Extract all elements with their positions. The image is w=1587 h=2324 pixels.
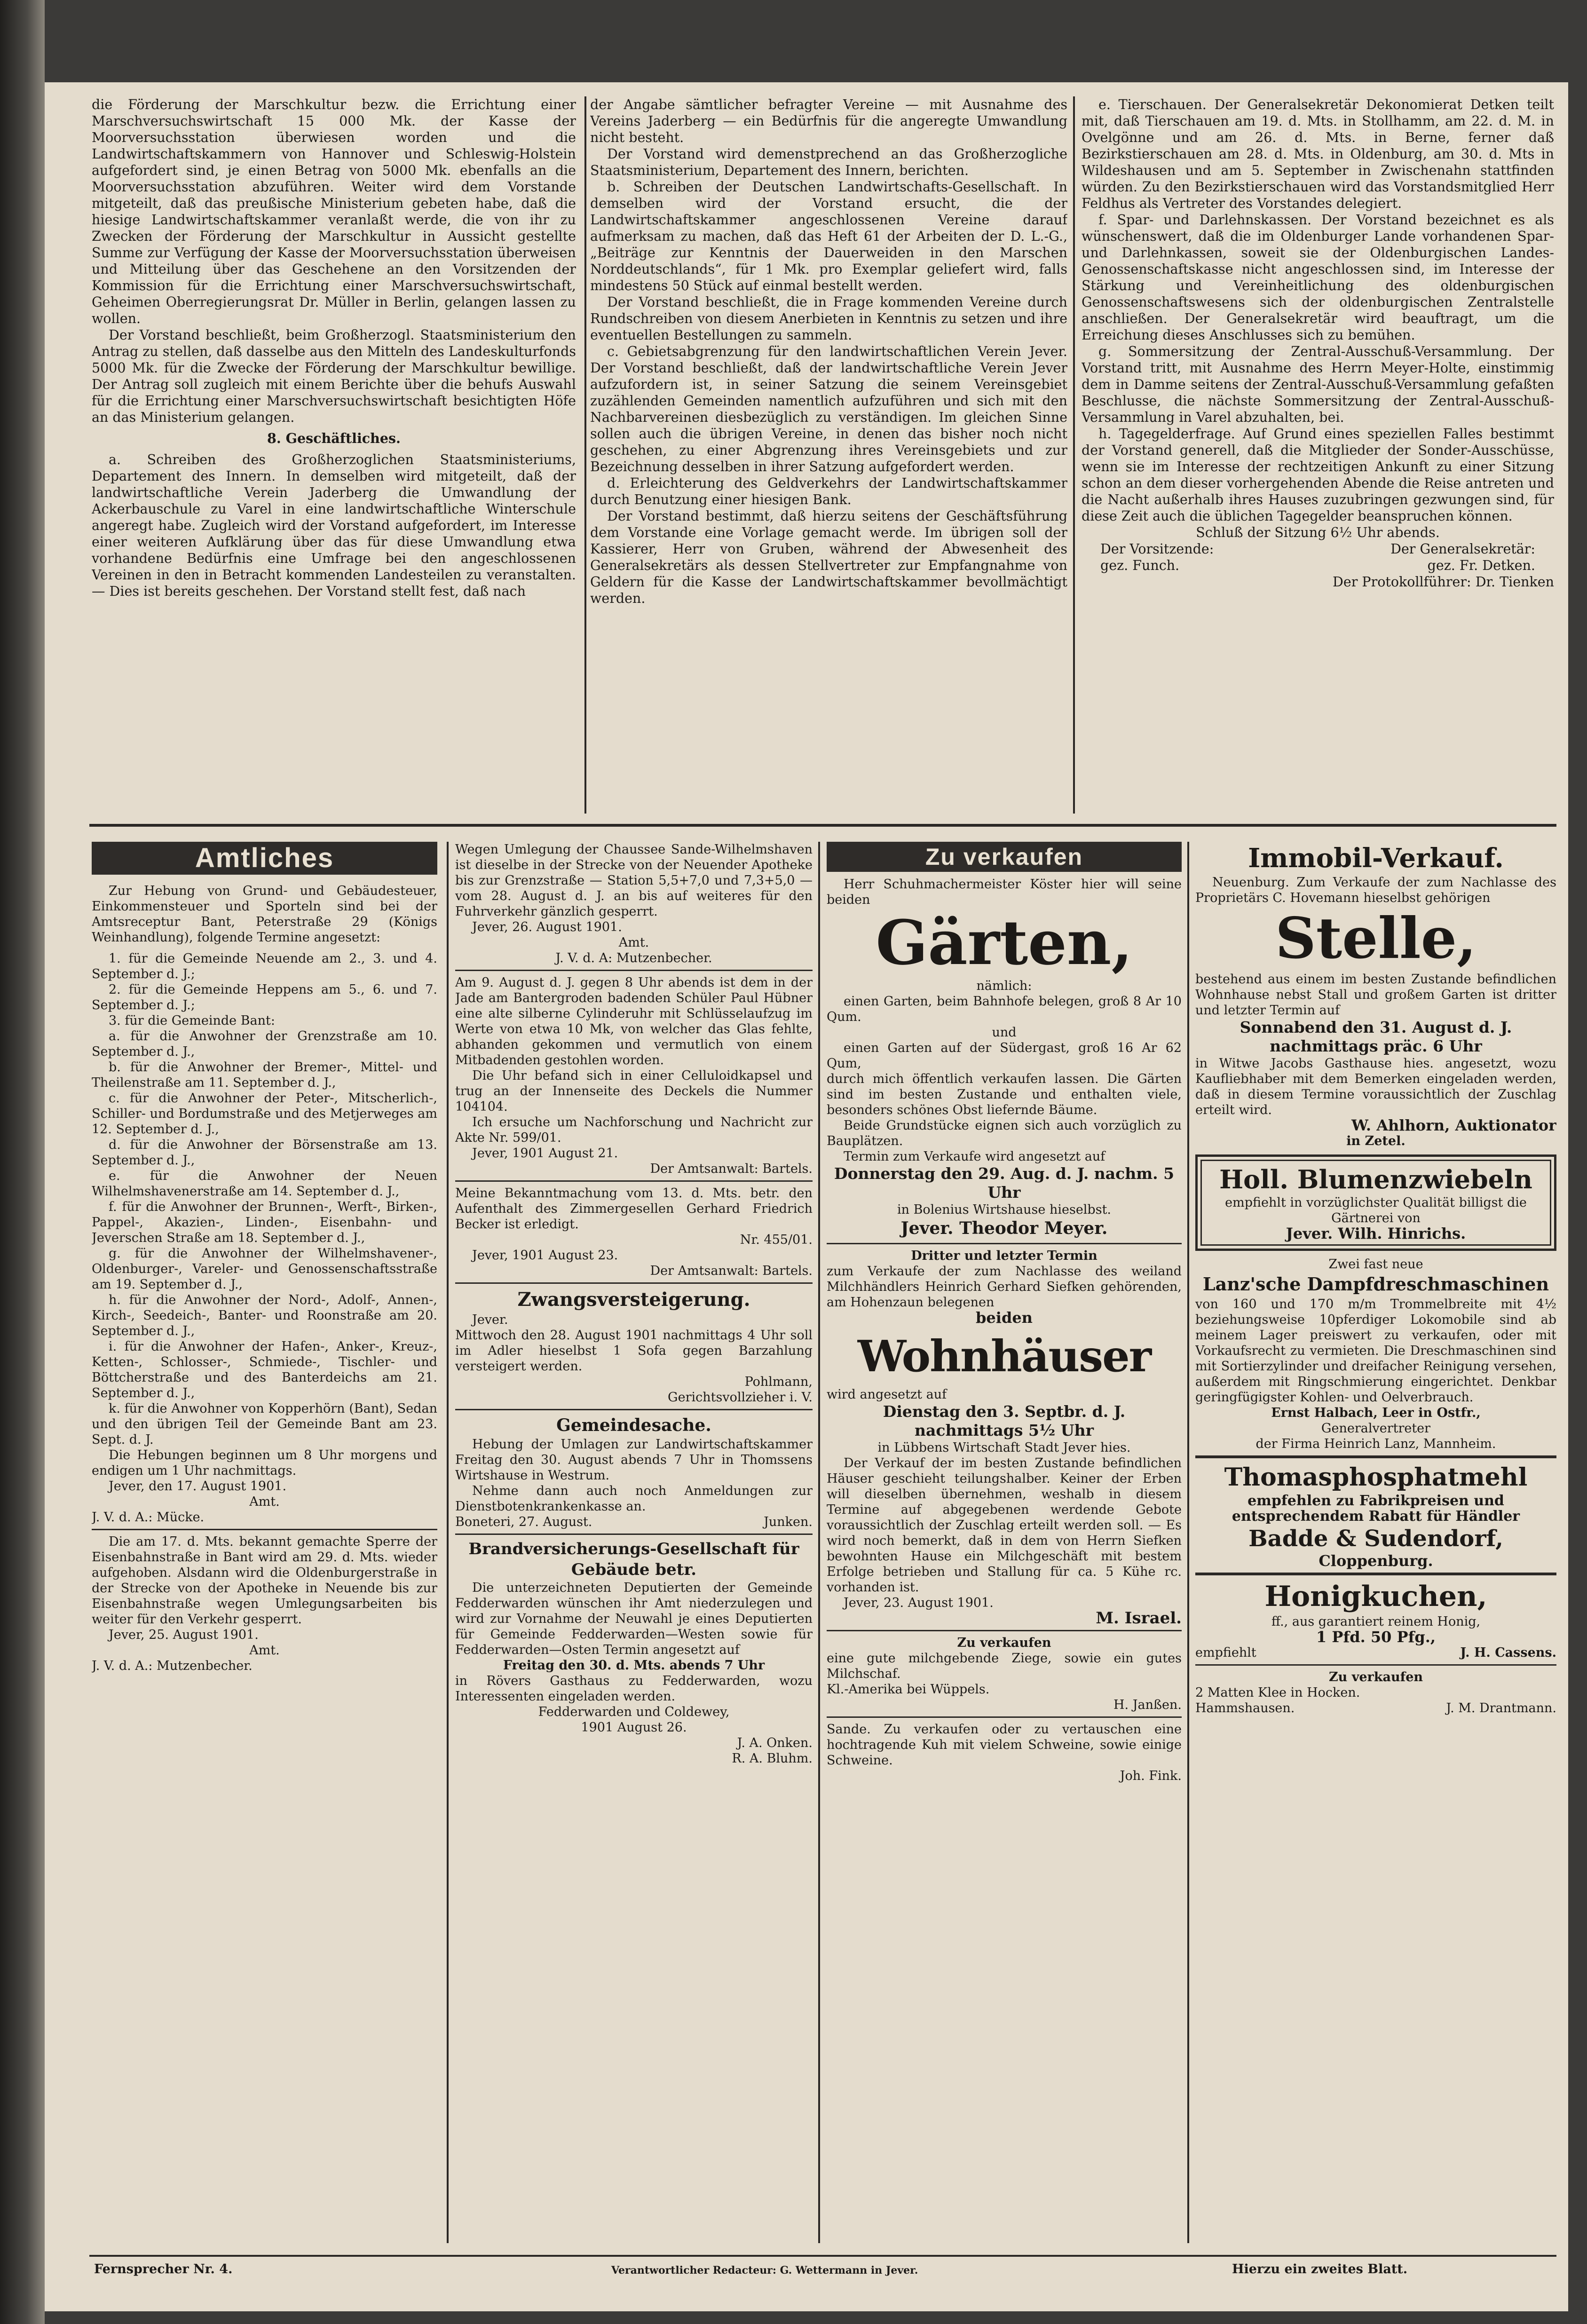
ad-text: eine gute milchgebende Ziege, sowie ein gutes Milchschaf.	[827, 1651, 1182, 1681]
date-line: Jever, 1901 August 21.	[472, 1146, 618, 1161]
community-title: Gemeindesache.	[556, 1415, 711, 1435]
divider	[827, 1243, 1182, 1244]
notice-text: Ich ersuche um Nachforschung und Nachricht zur Akte Nr. 599/01.	[455, 1115, 813, 1145]
auction-title: Zwangsversteigerung.	[517, 1288, 750, 1311]
firm-name: Badde & Sudendorf,	[1248, 1526, 1503, 1552]
threshing-title: Lanz'sche Dampfdreschmaschinen	[1202, 1273, 1549, 1295]
paragraph: Der Vorstand wird demenstprechend an das Großherzogliche Staatsministerium, Departement des Innern, berichten.	[590, 146, 1067, 178]
ad-text: wird angesetzt auf	[827, 1387, 947, 1402]
signer-line: R. A. Bluhm.	[732, 1751, 813, 1766]
ad-text: Termin zum Verkaufe wird angesetzt auf	[844, 1149, 1105, 1164]
meeting-date: Freitag den 30. d. Mts. abends 7 Uhr	[503, 1658, 765, 1673]
top-column-1	[92, 96, 576, 816]
bulbs-title: Holl. Blumenzwiebeln	[1219, 1164, 1532, 1194]
ad-text: Sande. Zu verkaufen oder zu vertauschen eine hochtragende Kuh mit vielem Schweine, sowie einige Schweine.	[827, 1722, 1182, 1768]
column-rule	[584, 96, 586, 814]
chair-name: gez. Funch.	[1100, 558, 1180, 573]
paragraph: Der Vorstand beschließt, die in Frage kommenden Vereine durch Rundschreiben von diesem Anerbieten in Kenntnis zu setzen und ihre eventuellen Bestellungen zu sammeln.	[590, 294, 1067, 343]
ad-text: nämlich:	[976, 979, 1032, 993]
ad-signature: Ernst Halbach, Leer in Ostfr.,	[1271, 1406, 1481, 1420]
tax-item: i. für die Anwohner der Hafen-, Anker-, Kreuz-, Ketten-, Schlosser-, Schmiede-, Tischler- und Böttcherstraße und des Banterdeichs am 21. September d. J.,	[92, 1339, 437, 1400]
bulbs-ad-frame	[1195, 1154, 1556, 1251]
notice-text: Die unterzeichneten Deputierten der Gemeinde Fedderwarden wünschen ihr Amt niederzulegen und wird zur Vornahme der Neuwahl je eines Deputierten für Gemeinde Fedderwarden—Westen sowie für Fedderwarden—Osten Termin angesetzt auf	[455, 1581, 813, 1657]
signer-line: J. A. Onken.	[737, 1736, 813, 1750]
closing-line: Schluß der Sitzung 6½ Uhr abends.	[1196, 525, 1440, 540]
column-rule	[447, 842, 449, 2243]
notice-text: Die am 17. d. Mts. bekannt gemachte Sperre der Eisenbahnstraße in Bant wird am 29. d. Mts. wieder aufgehoben. Alsdann wird die Oldenburgerstraße in der Strecke von der Apotheke in Neuende bis zur Eisenbahnstraße wegen Umlegungsarbeiten bis weiter für den Verkehr gesperrt.	[92, 1534, 437, 1627]
ad-subheading: Zu verkaufen	[1328, 1670, 1423, 1684]
tax-item: e. für die Anwohner der Neuen Wilhelmshavenerstraße am 14. September d. J.,	[92, 1169, 437, 1199]
gardens-headline: Gärten,	[876, 907, 1133, 979]
book-binding	[0, 0, 45, 2324]
ad-text: Herr Schuhmachermeister Köster hier will seine beiden	[827, 877, 1182, 907]
supplement-note: Hierzu ein zweites Blatt.	[1232, 2262, 1408, 2277]
tax-item: a. für die Anwohner der Grenzstraße am 10. September d. J.,	[92, 1029, 437, 1059]
ad-text: einen Garten auf der Südergast, groß 16 Ar 62 Qum,	[827, 1041, 1182, 1071]
ad-signature: Jever. Theodor Meyer.	[900, 1218, 1108, 1238]
place-line: Jever.	[472, 1312, 508, 1327]
divider	[455, 1180, 813, 1182]
ad-text: Neuenburg. Zum Verkaufe der zum Nachlasse des Proprietärs C. Hovemann hieselbst gehörigen	[1195, 875, 1556, 905]
date-line: Jever, 25. August 1901.	[109, 1628, 259, 1642]
paragraph: d. Erleichterung des Geldverkehrs der Landwirtschaftskammer durch Benutzung einer hiesigen Bank.	[590, 475, 1067, 507]
phosphate-title: Thomasphosphatmehl	[1224, 1463, 1528, 1492]
divider	[827, 1716, 1182, 1718]
signer-line: J. V. d. A.: Mutzenbecher.	[92, 1659, 253, 1673]
ad-text: von 160 und 170 m/m Trommelbreite mit 4½ beziehungsweise 10pferdiger Lokomobile sind ab meinem Lager preiswert zu verkaufen, oder mit Vorkaufsrecht zu vermieten. Die Dreschmaschinen sind mit Sortierzylinder und dreifacher Reinigung versehen, außerdem mit Ringschmierung eingerichtet. Denkbar geringfügigster Kohlen- und Oelverbrauch.	[1195, 1297, 1556, 1405]
section-rule	[89, 824, 1556, 827]
signer-role: Generalvertreter	[1321, 1421, 1431, 1436]
notice-text: in Rövers Gasthaus zu Fedderwarden, wozu Interessenten eingeladen werden.	[455, 1674, 813, 1704]
divider	[1195, 1664, 1556, 1666]
ad-text: Beide Grundstücke eignen sich auch vorzüglich zu Bauplätzen.	[827, 1118, 1182, 1148]
ad-text: einen Garten, beim Bahnhofe belegen, groß 8 Ar 10 Qum.	[827, 994, 1182, 1024]
sales-column	[827, 842, 1182, 2253]
secretary-title: Der Generalsekretär:	[1390, 541, 1535, 557]
ad-text: ff., aus garantiert reinem Honig,	[1271, 1614, 1481, 1629]
column-rule	[1187, 842, 1189, 2243]
paragraph: e. Tierschauen. Der Generalsekretär Dekonomierat Detken teilt mit, daß Tierschauen am 19. d. Mts. in Stollhamm, am 22. d. M. in Ovelgönne und am 26. d. Mts. in Berne, ferner daß Bezirkstierschauen am 28. d. Mts. in Oldenburg, am 30. d. Mts in Wildeshausen und am 5. September in Zwischenahn stattfinden würden. Zu den Bezirkstierschauen wird das Vorstandsmitglied Herr Feldhus als Vertreter des Vorstandes delegiert.	[1082, 97, 1554, 211]
divider	[455, 1409, 813, 1410]
ad-signature: Joh. Fink.	[1120, 1769, 1182, 1783]
ad-text: 2 Matten Klee in Hocken.	[1195, 1685, 1360, 1700]
date-line: 1901 August 26.	[581, 1720, 687, 1735]
notice-text: Mittwoch den 28. August 1901 nachmittags 4 Uhr soll im Adler hieselbst 1 Sofa gegen Barzahlung versteigert werden.	[455, 1328, 813, 1374]
ad-text: in Lübbens Wirtschaft Stadt Jever hies.	[877, 1440, 1131, 1455]
paragraph: b. Schreiben der Deutschen Landwirtschafts-Gesellschaft. In demselben wird der Vorstand ersucht, die der Landwirtschaftskammer angeschlossenen Vereine darauf aufmerksam zu machen, daß das Heft 61 der Arbeiten der D. L.-G., „Beiträge zur Kenntnis der Dauerweiden in den Marschen Norddeutschlands“, für 1 Mk. pro Exemplar geliefert wird, falls mindestens 50 Stück auf einmal bestellt werden.	[590, 179, 1067, 293]
paragraph: der Angabe sämtlicher befragter Vereine — mit Ausnahme des Vereins Jaderberg — ein Bedürfnis für die angeregte Umwandlung nicht besteht.	[590, 97, 1067, 145]
notice-text: Hebung der Umlagen zur Landwirtschaftskammer Freitag den 30. August abends 7 Uhr in Thomssens Wirtshause in Westrum.	[455, 1437, 813, 1483]
paragraph: f. Spar- und Darlehnskassen. Der Vorstand bezeichnet es als wünschenswert, daß die im Oldenburger Lande vorhandenen Spar- und Darlehnkassen, soweit sie der Oldenburgischen Landes-Genossenschaftskasse nicht angeschlossen sind, im Interesse der Stärkung und Vereinheitlichung des oldenburgischen Genossenschaftswesens sich der oldenburgischen Zentralstelle anschließen. Der Generalsekretär wird beauftragt, um die Erreichung dieses Anschlusses sich zu bemühen.	[1082, 212, 1554, 343]
ad-text: empfehlen zu Fabrikpreisen und entsprechendem Rabatt für Händler	[1232, 1493, 1520, 1525]
ad-text: in Witwe Jacobs Gasthause hies. angesetzt, wozu Kaufliebhaber mit dem Bemerken eingeladen werden, daß in diesem Termine voraussichtlich der Zuschlag erteilt wird.	[1195, 1056, 1556, 1117]
closing-text: Die Hebungen beginnen um 8 Uhr morgens und endigen um 1 Uhr nachmittags.	[92, 1448, 437, 1478]
place-line: Fedderwarden und Coldewey,	[538, 1705, 730, 1719]
ad-signature: J. H. Cassens.	[1460, 1645, 1556, 1660]
paragraph: a. Schreiben des Großherzoglichen Staatsministeriums, Departement des Innern. In demselben wird mitgeteilt, daß der landwirtschaftliche Verein Jaderberg die Umwandlung der Ackerbauschule zu Varel in eine landwirtschaftliche Winterschule angeregt habe. Zugleich wird der Vorstand aufgefordert, im Interesse einer weiteren Aufklärung über das für diese Umwandlung etwa vorhandene Bedürfnis eine Umfrage bei den angeschlossenen Vereinen in den in Betracht kommenden Landesteilen zu veranstalten. — Dies ist bereits geschehen. Der Vorstand stellt fest, daß nach	[92, 452, 576, 599]
amtliches-intro: Zur Hebung von Grund- und Gebäudesteuer, Einkommensteuer und Sporteln sind bei der Amtsreceptur Bant, Peterstraße 29 (Königs Weinhandlung), folgende Termine angesetzt:	[92, 884, 437, 945]
ad-text: empfiehlt in vorzüglichster Qualität billigst die Gärtnerei von	[1225, 1195, 1527, 1225]
ad-text: empfiehlt	[1195, 1645, 1256, 1660]
ad-signature: W. Ahlhorn, Auktionator	[1351, 1116, 1556, 1134]
ad-text: beiden	[976, 1309, 1033, 1327]
sale-date: Donnerstag den 29. Aug. d. J. nachm. 5 Uhr	[834, 1164, 1175, 1202]
column-rule	[1073, 96, 1075, 814]
divider	[1195, 1573, 1556, 1575]
office-line: Amt.	[249, 1643, 280, 1658]
ad-text: zum Verkaufe der zum Nachlasse des weiland Milchhändlers Heinrich Gerhard Siefken gehörenden, am Hohenzaun belegenen	[827, 1264, 1182, 1310]
date-line: Jever, 1901 August 23.	[472, 1248, 618, 1263]
houses-headline: Wohnhäuser	[857, 1331, 1151, 1382]
tax-item: 3. für die Gemeinde Bant:	[109, 1013, 275, 1028]
editor-line: Verantwortlicher Redacteur: G. Wettermann in Jever.	[611, 2264, 918, 2277]
reference-number: Nr. 455/01.	[740, 1233, 813, 1247]
footer-rule	[89, 2255, 1556, 2257]
divider	[455, 1282, 813, 1284]
tax-item: k. für die Anwohner von Kopperhörn (Bant), Sedan und den übrigen Teil der Gemeinde Bant am 23. Sept. d. J.	[92, 1401, 437, 1447]
ad-signature: H. Janßen.	[1113, 1698, 1182, 1712]
notice-text: Meine Bekanntmachung vom 13. d. Mts. betr. den Aufenthalt des Zimmergesellen Gerhard Friedrich Becker ist erledigt.	[455, 1186, 813, 1232]
tax-item: h. für die Anwohner der Nord-, Adolf-, Annen-, Kirch-, Seedeich-, Banter- und Roonstraße am 20. September d. J.,	[92, 1293, 437, 1338]
for-sale-heading: Zu verkaufen	[827, 842, 1182, 872]
honey-cake-title: Honigkuchen,	[1264, 1580, 1487, 1613]
chair-title: Der Vorsitzende:	[1100, 541, 1214, 557]
notice-text: Die Uhr befand sich in einer Celluloidkapsel und trug an der Innenseite des Deckels die Nummer 104104.	[455, 1068, 813, 1114]
divider	[1195, 1455, 1556, 1458]
tax-item: c. für die Anwohner der Peter-, Mitscherlich-, Schiller- und Bordumstraße und des Metjerweges am 12. September d. J.,	[92, 1091, 437, 1137]
divider	[455, 970, 813, 971]
protocol-signer: Der Protokollführer: Dr. Tienken	[1333, 574, 1554, 590]
paragraph: h. Tagegelderfrage. Auf Grund eines speziellen Falles bestimmt der Vorstand generell, daß die Mitglieder der Sonder-Ausschüsse, wenn sie im Interesse der rechtzeitigen Ankunft zu einer Sitzung schon an dem dieser vorhergehenden Abende die Reise antreten und die Nacht außerhalb ihres Hauses zuzubringen gezwungen sind, für diese Zeit auch die üblichen Tagegelder beanspruchen können.	[1082, 426, 1554, 524]
column-rule	[818, 842, 820, 2243]
signer-line: J. V. d. A: Mutzenbecher.	[555, 951, 712, 965]
place-line: Hammshausen.	[1195, 1701, 1295, 1715]
notice-text: Wegen Umlegung der Chaussee Sande-Wilhelmshaven ist dieselbe in der Strecke von der Neuender Apotheke bis zur Grenzstraße — Station 5,5+7,0 und 7,3+5,0 — vom 28. August d. J. an bis auf weiteres für den Fuhrverkehr gänzlich gesperrt.	[455, 842, 813, 919]
ad-text: Der Verkauf der im besten Zustande befindlichen Häuser geschieht teilungshalber. Keiner der Erben will dieselben übernehmen, weshalb in diesem Termine auf abgegebenen werdende Gebote voraussichtlich der Zuschlag erteilt werden soll. — Es wird noch bemerkt, daß in dem von Herrn Siefken bewohnten Hause ein Milchgeschäft mit bestem Erfolge betrieben und Stallung für ca. 5 Kühe rc. vorhanden ist.	[827, 1456, 1182, 1595]
tax-item: 2. für die Gemeinde Heppens am 5., 6. und 7. September d. J.;	[92, 982, 437, 1012]
top-column-3	[1082, 96, 1554, 828]
place-line: Cloppenburg.	[1319, 1552, 1433, 1570]
date-line: Boneteri, 27. August.	[455, 1515, 592, 1529]
amtliches-heading: Amtliches	[92, 842, 437, 875]
ad-signature: M. Israel.	[1096, 1609, 1182, 1628]
ad-subheading: Dritter und letzter Termin	[911, 1249, 1097, 1263]
tax-item: f. für die Anwohner der Brunnen-, Werft-, Birken-, Pappel-, Akazien-, Linden-, Eisenbahn- und Jeverschen Straße am 18. September d. J.,	[92, 1200, 437, 1245]
tax-item: d. für die Anwohner der Börsenstraße am 13. September d. J.,	[92, 1138, 437, 1168]
ad-subheading: Zu verkaufen	[957, 1636, 1051, 1650]
property-headline: Stelle,	[1275, 905, 1476, 972]
tax-item: 1. für die Gemeinde Neuende am 2., 3. und 4. September d. J.;	[92, 951, 437, 981]
date-line: Jever, 23. August 1901.	[844, 1596, 994, 1610]
paragraph: Der Vorstand beschließt, beim Großherzogl. Staatsministerium den Antrag zu stellen, daß dasselbe aus den Mitteln des Landeskulturfonds 5000 Mk. für die Zwecke der Förderung der Marschkultur bewillige. Der Antrag soll zugleich mit einem Berichte über die behufs Auswahl für die Errichtung einer Marschversuchswirtschaft besichtigten Höfe an das Ministerium gelangen.	[92, 327, 576, 425]
divider	[92, 1529, 437, 1530]
firm-line: der Firma Heinrich Lanz, Mannheim.	[1255, 1437, 1496, 1451]
commercial-column	[1195, 842, 1556, 2253]
paragraph: c. Gebietsabgrenzung für den landwirtschaftlichen Verein Jever. Der Vorstand beschließt, daß der landwirtschaftliche Verein Jever aufzufordern ist, in seiner Satzung die seinem Vereinsgebiet zuzählenden Gemeinden namentlich aufzuführen und sich mit den Nachbarvereinen diesbezüglich zu verständigen. Im gleichen Sinne sollen auch die übrigen Vereine, in denen das bisher noch nicht geschehen, zu einer Abgrenzung ihres Vereinsgebiets und zur Bezeichnung desselben in ihrer Satzung aufgefordert werden.	[590, 344, 1067, 474]
notices-column	[455, 842, 813, 2253]
signer-line: Pohlmann,	[744, 1375, 813, 1389]
signer-line: Der Amtsanwalt: Bartels.	[650, 1264, 813, 1278]
notice-text: Nehme dann auch noch Anmeldungen zur Dienstbotenkrankenkasse an.	[455, 1484, 813, 1514]
divider	[455, 1534, 813, 1535]
paragraph: die Förderung der Marschkultur bezw. die Errichtung einer Marschversuchswirtschaft 15 000 Mk. der Kasse der Moorversuchsstation überwiesen worden und die Landwirtschaftskammern von Hannover und Schleswig-Holstein aufgefordert sind, je einen Betrag von 5000 Mk. ebenfalls an die Moorversuchsstation abzuführen. Weiter wird dem Vorstande mitgeteilt, daß das preußische Ministerium gebeten habe, daß die hiesige Landwirtschaftskammer veranlaßt werde, die von ihr zu Zwecken der Förderung der Marschkultur in Aussicht gestellte Summe zur Verfügung der Kasse der Moorversuchsstation überweisen und Mitteilung über das Geschehene an den Vorsitzenden der Kommission für die Errichtung einer Marschversuchswirtschaft, Geheimen Oberregierungsrat Dr. Müller in Berlin, gelangen lassen zu wollen.	[92, 97, 576, 326]
signer-line: J. V. d. A.: Mücke.	[92, 1510, 205, 1525]
notice-text: Am 9. August d. J. gegen 8 Uhr abends ist dem in der Jade am Bantergroden badenden Schüler Paul Hübner eine alte silberne Cylinderuhr mit Schlüsselaufzug im Werte von etwa 10 Mk, von welcher das Glas fehlte, abhanden gekommen und vermutlich von einem Mitbadenden gestohlen worden.	[455, 975, 813, 1067]
signer-line: Junken.	[764, 1515, 813, 1529]
secretary-name: gez. Fr. Detken.	[1427, 558, 1535, 573]
price-line: 1 Pfd. 50 Pfg.,	[1316, 1628, 1436, 1646]
paragraph: Der Vorstand bestimmt, daß hierzu seitens der Geschäftsführung dem Vorstande eine Vorlage gemacht werde. Im übrigen soll der Kassierer, Herr von Gruben, während der Abwesenheit des Generalsekretärs als dessen Stellvertreter zur Empfangnahme von Geldern für die Kasse der Landwirtschaftskammer bevollmächtigt werden.	[590, 508, 1067, 606]
real-estate-title: Immobil-Verkauf.	[1248, 843, 1504, 874]
ad-text: bestehend aus einem im besten Zustande befindlichen Wohnhause nebst Stall und großem Garten ist dritter und letzter Termin auf	[1195, 972, 1556, 1018]
ad-text: durch mich öffentlich verkaufen lassen. Die Gärten sind im besten Zustande und enthalten viele, besonders schönes Obst liefernde Bäume.	[827, 1072, 1182, 1117]
date-line: Jever, den 17. August 1901.	[109, 1479, 287, 1494]
tax-item: b. für die Anwohner der Bremer-, Mittel- und Theilenstraße am 11. September d. J.,	[92, 1060, 437, 1090]
signer-line: Der Amtsanwalt: Bartels.	[650, 1162, 813, 1176]
section-heading: 8. Geschäftliches.	[267, 430, 401, 446]
place-line: in Zetel.	[1346, 1134, 1405, 1148]
tax-item: g. für die Anwohner der Wilhelmshavener-, Oldenburger-, Vareler- und Genossenschaftsstraße am 19. September d. J.,	[92, 1246, 437, 1292]
office-line: Amt.	[618, 935, 649, 950]
place-line: Kl.-Amerika bei Wüppels.	[827, 1682, 990, 1697]
ad-signature: J. M. Drantmann.	[1446, 1701, 1556, 1715]
phone-number: Fernsprecher Nr. 4.	[94, 2262, 233, 2277]
ad-text: in Bolenius Wirtshause hieselbst.	[897, 1202, 1112, 1217]
divider	[827, 1630, 1182, 1631]
amtliches-column	[92, 842, 437, 2253]
paragraph: g. Sommersitzung der Zentral-Ausschuß-Versammlung. Der Vorstand tritt, mit Ausnahme des Herrn Meyer-Holte, einstimmig dem in Damme seitens der Zentral-Ausschuß-Versammlung gefaßten Beschlusse, die nächste Sommersitzung der Zentral-Ausschuß-Versammlung in Varel abzuhalten, bei.	[1082, 344, 1554, 425]
top-column-2	[590, 96, 1067, 816]
ad-text: Zwei fast neue	[1328, 1257, 1423, 1272]
sale-date: Sonnabend den 31. August d. J. nachmittags präc. 6 Uhr	[1240, 1018, 1512, 1055]
insurance-title: Brandversicherungs-Gesellschaft für Gebäude betr.	[468, 1540, 799, 1579]
ad-text: und	[992, 1025, 1017, 1040]
ad-signature: Jever. Wilh. Hinrichs.	[1286, 1225, 1466, 1242]
signer-role: Gerichtsvollzieher i. V.	[668, 1390, 813, 1405]
sale-date: Dienstag den 3. Septbr. d. J. nachmittags 5½ Uhr	[883, 1402, 1126, 1439]
date-line: Jever, 26. August 1901.	[472, 920, 622, 934]
office-line: Amt.	[249, 1494, 280, 1509]
